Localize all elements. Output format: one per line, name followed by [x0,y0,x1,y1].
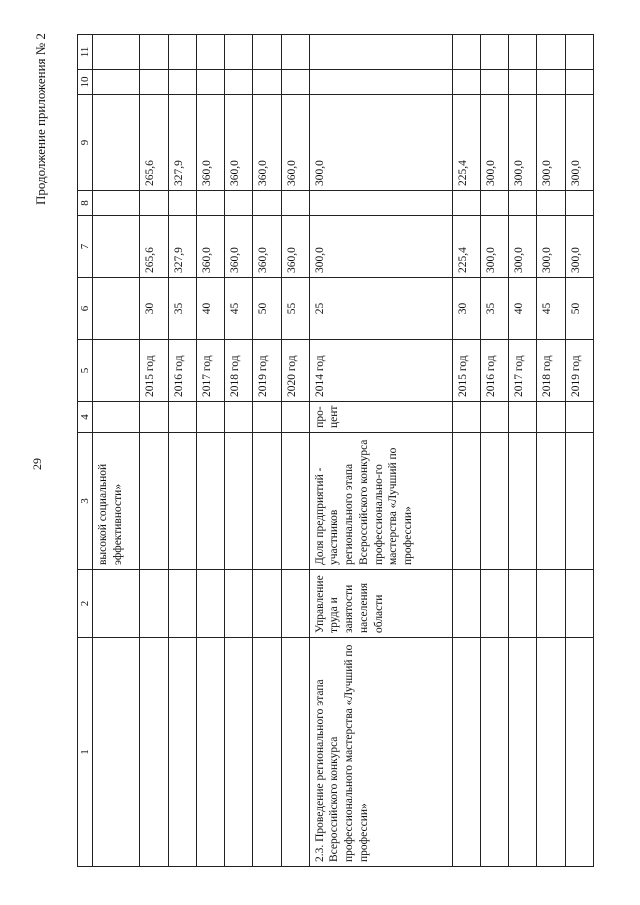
cell-c1: 2.3. Проведение регионального этапа Всероссийского конкурса профессионального мастерства «Лучший по профессии» [309,638,452,867]
cell-c2 [253,570,281,638]
cell-c8 [253,191,281,216]
cell-c10 [509,70,537,95]
cell-c11 [509,35,537,70]
cell-c9: 300,0 [537,95,565,191]
header-cell: 10 [78,70,93,95]
cell-c8 [509,191,537,216]
cell-c7: 265,6 [140,216,168,278]
cell-c6: 35 [480,278,508,340]
cell-c3: Доля предприятий - участников регионального этапа Всероссийского конкурса профессионально-го мастерства «Лучший по профессии» [309,433,452,570]
cell-c9: 360,0 [253,95,281,191]
cell-c5 [93,340,140,402]
table-row [309,35,452,867]
cell-c2 [452,570,480,638]
cell-c8 [196,191,224,216]
table-row [509,35,537,867]
cell-c9: 360,0 [281,95,309,191]
table-body [78,35,594,867]
cell-c8 [93,191,140,216]
cell-c5: 2015 год [140,340,168,402]
cell-c6: 30 [452,278,480,340]
cell-c3: высокой социальной эффективности» [93,433,140,570]
table-row [93,35,140,867]
cell-c4 [253,402,281,433]
cell-c6: 30 [140,278,168,340]
cell-c2 [565,570,593,638]
header-cell: 5 [78,340,93,402]
cell-c11 [168,35,196,70]
cell-c3 [480,433,508,570]
cell-c5: 2018 год [225,340,253,402]
cell-c8 [537,191,565,216]
cell-c2 [537,570,565,638]
cell-c7: 360,0 [225,216,253,278]
header-cell: 6 [78,278,93,340]
cell-c7: 360,0 [253,216,281,278]
table-row [253,35,281,867]
cell-c9: 300,0 [509,95,537,191]
cell-c10 [480,70,508,95]
cell-c8 [452,191,480,216]
cell-c7: 300,0 [309,216,452,278]
cell-c6: 50 [565,278,593,340]
cell-c1 [225,638,253,867]
cell-c2 [509,570,537,638]
cell-c9: 265,6 [140,95,168,191]
cell-c7: 360,0 [281,216,309,278]
cell-c4 [565,402,593,433]
cell-c6 [93,278,140,340]
cell-c4 [196,402,224,433]
cell-c1 [452,638,480,867]
cell-c1 [168,638,196,867]
cell-c1 [93,638,140,867]
cell-c3 [565,433,593,570]
cell-c7: 225,4 [452,216,480,278]
page-number: 29 [30,458,44,470]
cell-c5: 2019 год [253,340,281,402]
cell-c4 [140,402,168,433]
cell-c10 [253,70,281,95]
cell-c5: 2017 год [196,340,224,402]
cell-c3 [168,433,196,570]
cell-c7: 300,0 [480,216,508,278]
header-cell: 1 [78,638,93,867]
cell-c9: 360,0 [196,95,224,191]
cell-c9: 360,0 [225,95,253,191]
header-cell: 11 [78,35,93,70]
cell-c4 [93,402,140,433]
cell-c11 [140,35,168,70]
cell-c7 [93,216,140,278]
cell-c8 [480,191,508,216]
cell-c11 [281,35,309,70]
cell-c11 [565,35,593,70]
data-table [77,34,594,867]
cell-c5: 2015 год [452,340,480,402]
cell-c3 [253,433,281,570]
cell-c4 [281,402,309,433]
cell-c3 [225,433,253,570]
cell-c4 [509,402,537,433]
cell-c10 [196,70,224,95]
header-row [78,35,93,867]
table-row [225,35,253,867]
cell-c3 [537,433,565,570]
cell-c4 [480,402,508,433]
cell-c2 [281,570,309,638]
cell-c5: 2018 год [537,340,565,402]
cell-c3 [452,433,480,570]
cell-c3 [140,433,168,570]
cell-c11 [196,35,224,70]
header-cell: 9 [78,95,93,191]
table-row [565,35,593,867]
cell-c3 [281,433,309,570]
cell-c10 [452,70,480,95]
header-cell: 4 [78,402,93,433]
cell-c5: 2014 год [309,340,452,402]
cell-c9: 225,4 [452,95,480,191]
cell-c7: 327,9 [168,216,196,278]
cell-c1 [253,638,281,867]
cell-c5: 2020 год [281,340,309,402]
cell-c2 [93,570,140,638]
cell-c10 [168,70,196,95]
cell-c6: 45 [225,278,253,340]
cell-c1 [140,638,168,867]
cell-c10 [225,70,253,95]
cell-c7: 300,0 [537,216,565,278]
cell-c11 [309,35,452,70]
header-cell: 7 [78,216,93,278]
table-row [452,35,480,867]
table-row [196,35,224,867]
cell-c11 [225,35,253,70]
cell-c2 [480,570,508,638]
table-row [480,35,508,867]
cell-c4 [452,402,480,433]
table-row [281,35,309,867]
cell-c10 [281,70,309,95]
cell-c4 [168,402,196,433]
cell-c1 [480,638,508,867]
cell-c10 [309,70,452,95]
header-cell: 2 [78,570,93,638]
cell-c7: 300,0 [565,216,593,278]
cell-c8 [140,191,168,216]
cell-c2 [225,570,253,638]
cell-c11 [452,35,480,70]
cell-c8 [168,191,196,216]
cell-c6: 40 [196,278,224,340]
cell-c3 [509,433,537,570]
cell-c6: 45 [537,278,565,340]
header-cell: 8 [78,191,93,216]
table-row [140,35,168,867]
cell-c10 [93,70,140,95]
cell-c7: 300,0 [509,216,537,278]
cell-c10 [565,70,593,95]
cell-c7: 360,0 [196,216,224,278]
cell-c1 [565,638,593,867]
continuation-title: Продолжение приложения № 2 [33,33,48,205]
cell-c9: 300,0 [565,95,593,191]
cell-c9: 327,9 [168,95,196,191]
cell-c1 [509,638,537,867]
table-container [77,35,594,867]
cell-c8 [565,191,593,216]
cell-c5: 2016 год [168,340,196,402]
cell-c1 [281,638,309,867]
cell-c9 [93,95,140,191]
cell-c2 [196,570,224,638]
cell-c6: 50 [253,278,281,340]
cell-c5: 2019 год [565,340,593,402]
cell-c1 [196,638,224,867]
cell-c4 [537,402,565,433]
table-row [168,35,196,867]
cell-c8 [281,191,309,216]
cell-c8 [225,191,253,216]
cell-c2 [140,570,168,638]
cell-c9: 300,0 [309,95,452,191]
cell-c4: про-цент [309,402,452,433]
cell-c4 [225,402,253,433]
cell-c6: 35 [168,278,196,340]
cell-c11 [93,35,140,70]
cell-c6: 40 [509,278,537,340]
cell-c5: 2017 год [509,340,537,402]
cell-c11 [480,35,508,70]
cell-c6: 25 [309,278,452,340]
cell-c3 [196,433,224,570]
cell-c11 [253,35,281,70]
table-row [537,35,565,867]
header-cell: 3 [78,433,93,570]
cell-c2 [168,570,196,638]
cell-c5: 2016 год [480,340,508,402]
cell-c8 [309,191,452,216]
cell-c6: 55 [281,278,309,340]
cell-c10 [140,70,168,95]
cell-c9: 300,0 [480,95,508,191]
cell-c10 [537,70,565,95]
cell-c11 [537,35,565,70]
cell-c2: Управление труда и занятости населения области [309,570,452,638]
cell-c1 [537,638,565,867]
